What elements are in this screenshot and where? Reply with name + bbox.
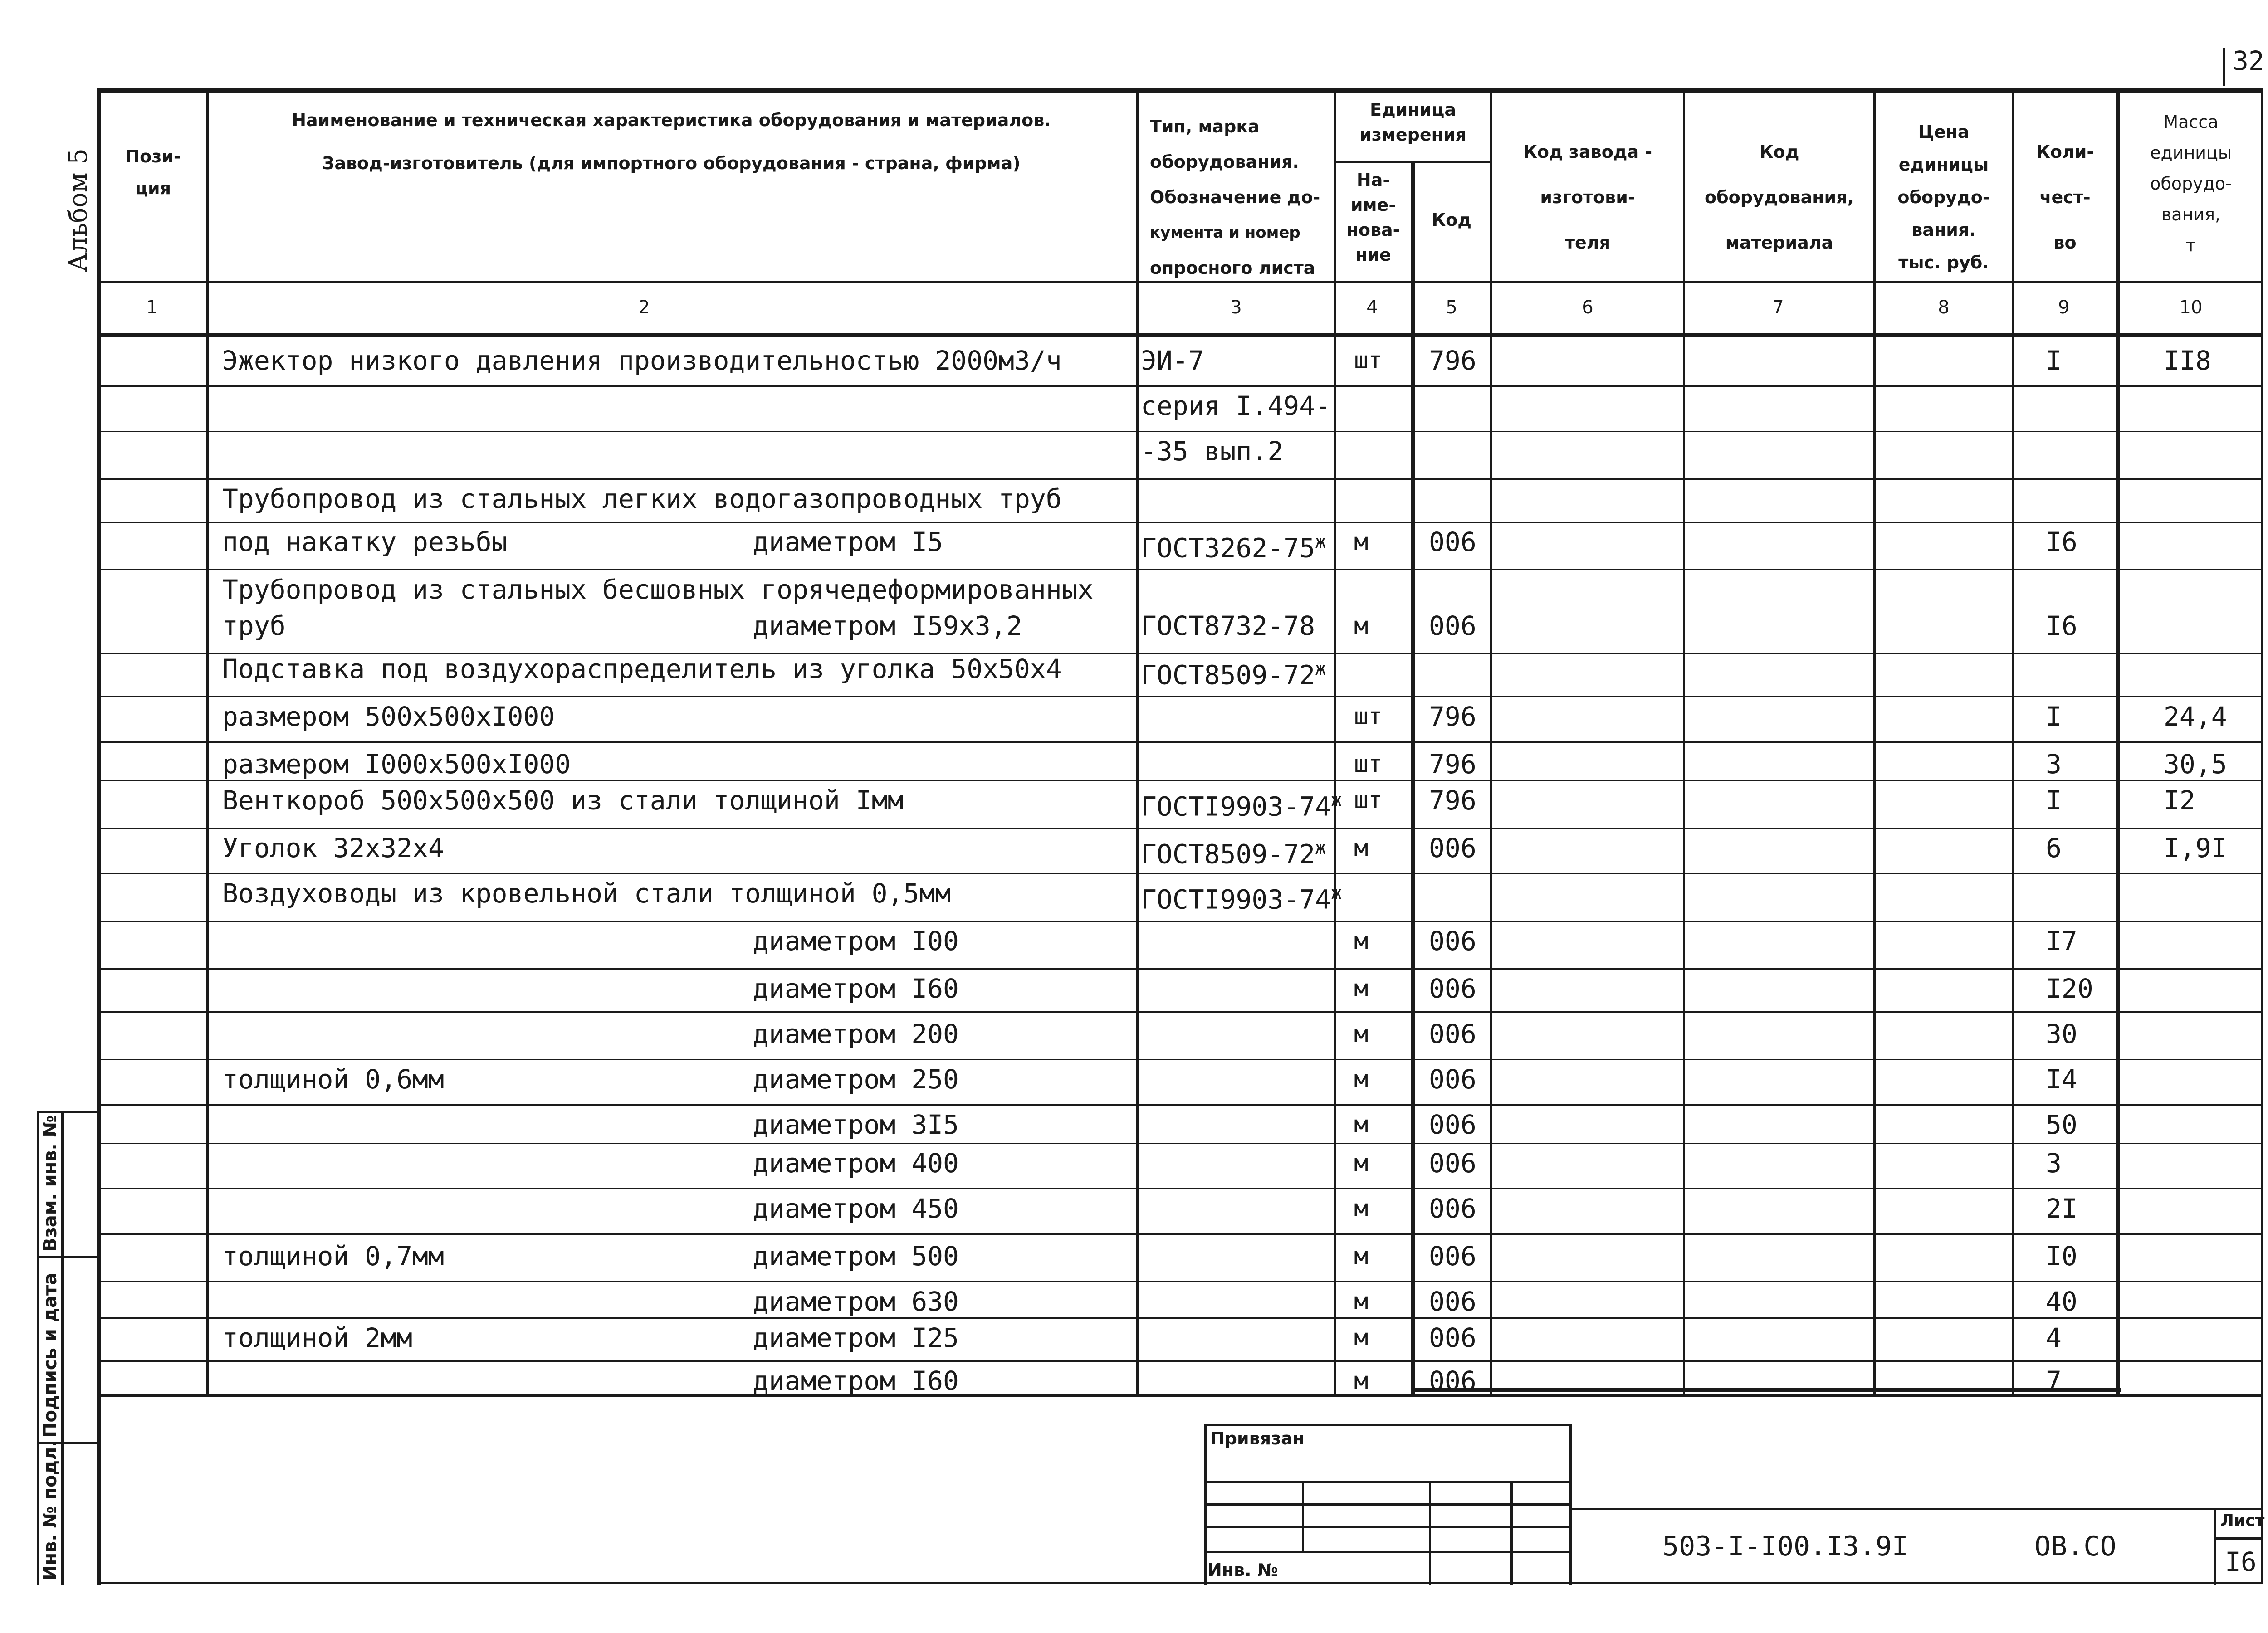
header-price-1: Цена <box>1918 122 1970 142</box>
cell-unit: м <box>1354 612 1369 639</box>
cell-code: 006 <box>1429 610 1476 641</box>
vzam-inv-label: Взам. инв. № <box>40 1115 61 1252</box>
header-mass-5: т <box>2185 235 2196 255</box>
cell-type: ЭИ-7 <box>1141 345 1204 376</box>
cell-qty: I7 <box>2046 926 2077 956</box>
cell-qty: I <box>2046 345 2062 376</box>
cell-qty: 6 <box>2046 833 2062 863</box>
cell-unit: шт <box>1354 751 1383 778</box>
list-label: Лист <box>2220 1511 2265 1530</box>
cell-code: 796 <box>1429 749 1476 780</box>
header-plant-1: Код завода - <box>1523 142 1652 162</box>
cell-code: 006 <box>1429 526 1476 557</box>
cell-qty: I0 <box>2046 1241 2077 1272</box>
cell-mass: 30,5 <box>2164 749 2227 780</box>
cell-unit: м <box>1354 1150 1369 1177</box>
header-name-line2: Завод-изготовитель (для импортного оборудования - страна, фирма) <box>322 153 1021 173</box>
col-num-1: 1 <box>146 297 158 318</box>
col-num-4: 4 <box>1366 297 1378 318</box>
sheet-number-top: 32 <box>2233 45 2264 76</box>
header-type-2: оборудования. <box>1150 152 1299 172</box>
cell-name: толщиной 2мм <box>222 1322 413 1353</box>
cell-name: Воздуховоды из кровельной стали толщиной 0,5мм <box>222 878 951 909</box>
cell-name: Эжектор низкого давления производительностью 2000м3/ч <box>222 345 1062 376</box>
cell-name: Венткороб 500х500х500 из стали толщиной Iмм <box>222 785 904 816</box>
cell-qty: 3 <box>2046 749 2062 780</box>
cell-qty: I4 <box>2046 1064 2077 1095</box>
header-plant-3: теля <box>1564 233 1611 253</box>
cell-code: 006 <box>1429 1286 1476 1317</box>
header-unit-name-3: нова- <box>1346 220 1400 240</box>
cell-name: размером 500х500хI000 <box>222 701 555 732</box>
cell-type <box>1141 877 1342 915</box>
cell-qty: 2I <box>2046 1193 2077 1224</box>
cell-unit: шт <box>1354 787 1383 814</box>
cell-type: -35 вып.2 <box>1141 436 1284 467</box>
header-name-line1: Наименование и техническая характеристика оборудования и материалов. <box>292 110 1051 130</box>
header-mass-4: вания, <box>2161 205 2221 224</box>
header-price-3: оборудо- <box>1897 187 1990 207</box>
type-text: ГОСТI9903-74 <box>1141 884 1331 915</box>
col-num-10: 10 <box>2179 297 2203 318</box>
header-price-4: вания. <box>1911 220 1976 240</box>
cell-code: 006 <box>1429 833 1476 863</box>
cell-dia: диаметром 630 <box>753 1286 959 1317</box>
cell-mass: I,9I <box>2164 833 2227 863</box>
footnote-mark: ж <box>1331 883 1342 904</box>
cell-dia: диаметром 500 <box>753 1241 959 1272</box>
cell-name: толщиной 0,6мм <box>222 1064 444 1095</box>
cell-code: 006 <box>1429 1322 1476 1353</box>
cell-type: ГОСТ8732-78 <box>1141 610 1315 641</box>
cell-unit: м <box>1354 1243 1369 1270</box>
header-unit-name-4: ние <box>1355 245 1391 265</box>
cell-code: 006 <box>1429 1109 1476 1140</box>
cell-qty: 40 <box>2046 1286 2077 1317</box>
header-qty-1: Коли- <box>2036 142 2094 162</box>
cell-name: толщиной 0,7мм <box>222 1241 444 1272</box>
header-pos-1: Пози- <box>125 146 181 166</box>
cell-unit: м <box>1354 1020 1369 1048</box>
album-label: Альбом 5 <box>64 148 93 272</box>
cell-type <box>1141 785 1342 822</box>
header-type-1: Тип, марка <box>1150 117 1260 136</box>
col-num-2: 2 <box>638 297 650 318</box>
cell-unit: м <box>1354 975 1369 1002</box>
cell-qty: 50 <box>2046 1109 2077 1140</box>
header-plant-2: изготови- <box>1540 187 1635 207</box>
header-type-3: Обозначение до- <box>1150 187 1320 207</box>
cell-dia: диаметром I5 <box>753 526 943 557</box>
cell-qty: I <box>2046 785 2062 816</box>
header-equip-1: Код <box>1759 142 1799 162</box>
cell-code: 006 <box>1429 1241 1476 1272</box>
cell-dia: диаметром I00 <box>753 926 959 956</box>
header-equip-3: материала <box>1725 233 1833 253</box>
col-num-9: 9 <box>2058 297 2070 318</box>
cell-dia: диаметром 200 <box>753 1019 959 1049</box>
cell-type: серия I.494- <box>1141 390 1331 421</box>
cell-name: труб <box>222 610 286 641</box>
cell-qty: 4 <box>2046 1322 2062 1353</box>
cell-qty: I20 <box>2046 973 2093 1004</box>
cell-name: размером I000х500хI000 <box>222 749 571 780</box>
cell-unit: м <box>1354 528 1369 556</box>
cell-unit: м <box>1354 1288 1369 1315</box>
type-text: ГОСТ8509-72 <box>1141 838 1315 870</box>
cell-code: 006 <box>1429 1365 1476 1396</box>
header-type-5: опросного листа <box>1150 258 1315 278</box>
type-text: ГОСТ3262-75 <box>1141 532 1315 564</box>
list-number: I6 <box>2225 1546 2257 1577</box>
footnote-mark: ж <box>1315 838 1326 858</box>
cell-qty: 7 <box>2046 1365 2062 1396</box>
cell-type <box>1141 832 1326 870</box>
cell-qty: I6 <box>2046 526 2077 557</box>
cell-unit: м <box>1354 834 1369 862</box>
cell-dia: диаметром I59х3,2 <box>753 610 1022 641</box>
cell-unit: шт <box>1354 703 1383 730</box>
cell-code: 796 <box>1429 785 1476 816</box>
cell-code: 006 <box>1429 926 1476 956</box>
cell-unit: м <box>1354 1066 1369 1093</box>
col-num-3: 3 <box>1230 297 1242 318</box>
header-unit-name-1: На- <box>1356 170 1390 190</box>
cell-dia: диаметром 400 <box>753 1148 959 1179</box>
cell-qty: I6 <box>2046 610 2077 641</box>
header-unit-code: Код <box>1432 210 1471 230</box>
cell-name: Подставка под воздухораспределитель из уголка 50х50х4 <box>222 653 1062 684</box>
type-text: ГОСТI9903-74 <box>1141 791 1331 822</box>
col-num-7: 7 <box>1772 297 1784 318</box>
cell-code: 006 <box>1429 1148 1476 1179</box>
cell-type <box>1141 653 1326 691</box>
privyazan-label: Привязан <box>1210 1428 1305 1448</box>
cell-name: Уголок 32х32х4 <box>222 833 444 863</box>
header-price-2: единицы <box>1898 155 1989 175</box>
col-num-8: 8 <box>1938 297 1950 318</box>
col-num-6: 6 <box>1582 297 1593 318</box>
col-num-5: 5 <box>1446 297 1457 318</box>
inv-podl-label: Инв. № подл. <box>40 1440 61 1580</box>
header-mass-2: единицы <box>2150 143 2232 163</box>
cell-name: под накатку резьбы <box>222 526 508 557</box>
header-equip-2: оборудования, <box>1705 187 1854 207</box>
cell-code: 006 <box>1429 973 1476 1004</box>
cell-code: 796 <box>1429 701 1476 732</box>
footnote-mark: ж <box>1331 790 1342 811</box>
doc-mark: ОВ.СО <box>2034 1531 2116 1562</box>
cell-mass: I2 <box>2164 785 2195 816</box>
header-unit-1: Единица <box>1370 100 1456 120</box>
cell-unit: шт <box>1354 347 1383 374</box>
cell-dia: диаметром I60 <box>753 1365 959 1396</box>
cell-code: 006 <box>1429 1193 1476 1224</box>
footnote-mark: ж <box>1315 531 1326 552</box>
type-text: ГОСТ8509-72 <box>1141 659 1315 691</box>
cell-dia: диаметром I25 <box>753 1322 959 1353</box>
cell-name: Трубопровод из стальных легких водогазопроводных труб <box>222 483 1062 514</box>
header-price-5: тыс. руб. <box>1898 253 1989 273</box>
header-unit-2: измерения <box>1359 125 1466 145</box>
cell-unit: м <box>1354 927 1369 955</box>
header-mass-3: оборудо- <box>2150 174 2232 194</box>
cell-qty: 3 <box>2046 1148 2062 1179</box>
podpis-data-label: Подпись и дата <box>40 1272 61 1438</box>
cell-code: 006 <box>1429 1019 1476 1049</box>
cell-dia: диаметром I60 <box>753 973 959 1004</box>
header-mass-1: Масса <box>2163 112 2219 132</box>
doc-code: 503-I-I00.I3.9I <box>1662 1531 1908 1562</box>
cell-dia: диаметром 3I5 <box>753 1109 959 1140</box>
cell-mass: II8 <box>2164 345 2211 376</box>
cell-code: 006 <box>1429 1064 1476 1095</box>
cell-unit: м <box>1354 1195 1369 1222</box>
cell-unit: м <box>1354 1324 1369 1351</box>
header-type-4: кумента и номер <box>1150 224 1300 242</box>
cell-dia: диаметром 250 <box>753 1064 959 1095</box>
header-qty-3: во <box>2053 233 2077 253</box>
cell-code: 796 <box>1429 345 1476 376</box>
cell-dia: диаметром 450 <box>753 1193 959 1224</box>
inv-no-label: Инв. № <box>1207 1560 1278 1580</box>
cell-name: Трубопровод из стальных бесшовных горячедеформированных <box>222 574 1094 605</box>
cell-qty: I <box>2046 701 2062 732</box>
cell-unit: м <box>1354 1111 1369 1138</box>
header-pos-2: ция <box>135 178 171 198</box>
cell-qty: 30 <box>2046 1019 2077 1049</box>
cell-mass: 24,4 <box>2164 701 2227 732</box>
header-qty-2: чест- <box>2039 187 2091 207</box>
cell-type <box>1141 526 1326 564</box>
footnote-mark: ж <box>1315 658 1326 679</box>
header-unit-name-2: име- <box>1350 195 1396 215</box>
cell-unit: м <box>1354 1367 1369 1394</box>
